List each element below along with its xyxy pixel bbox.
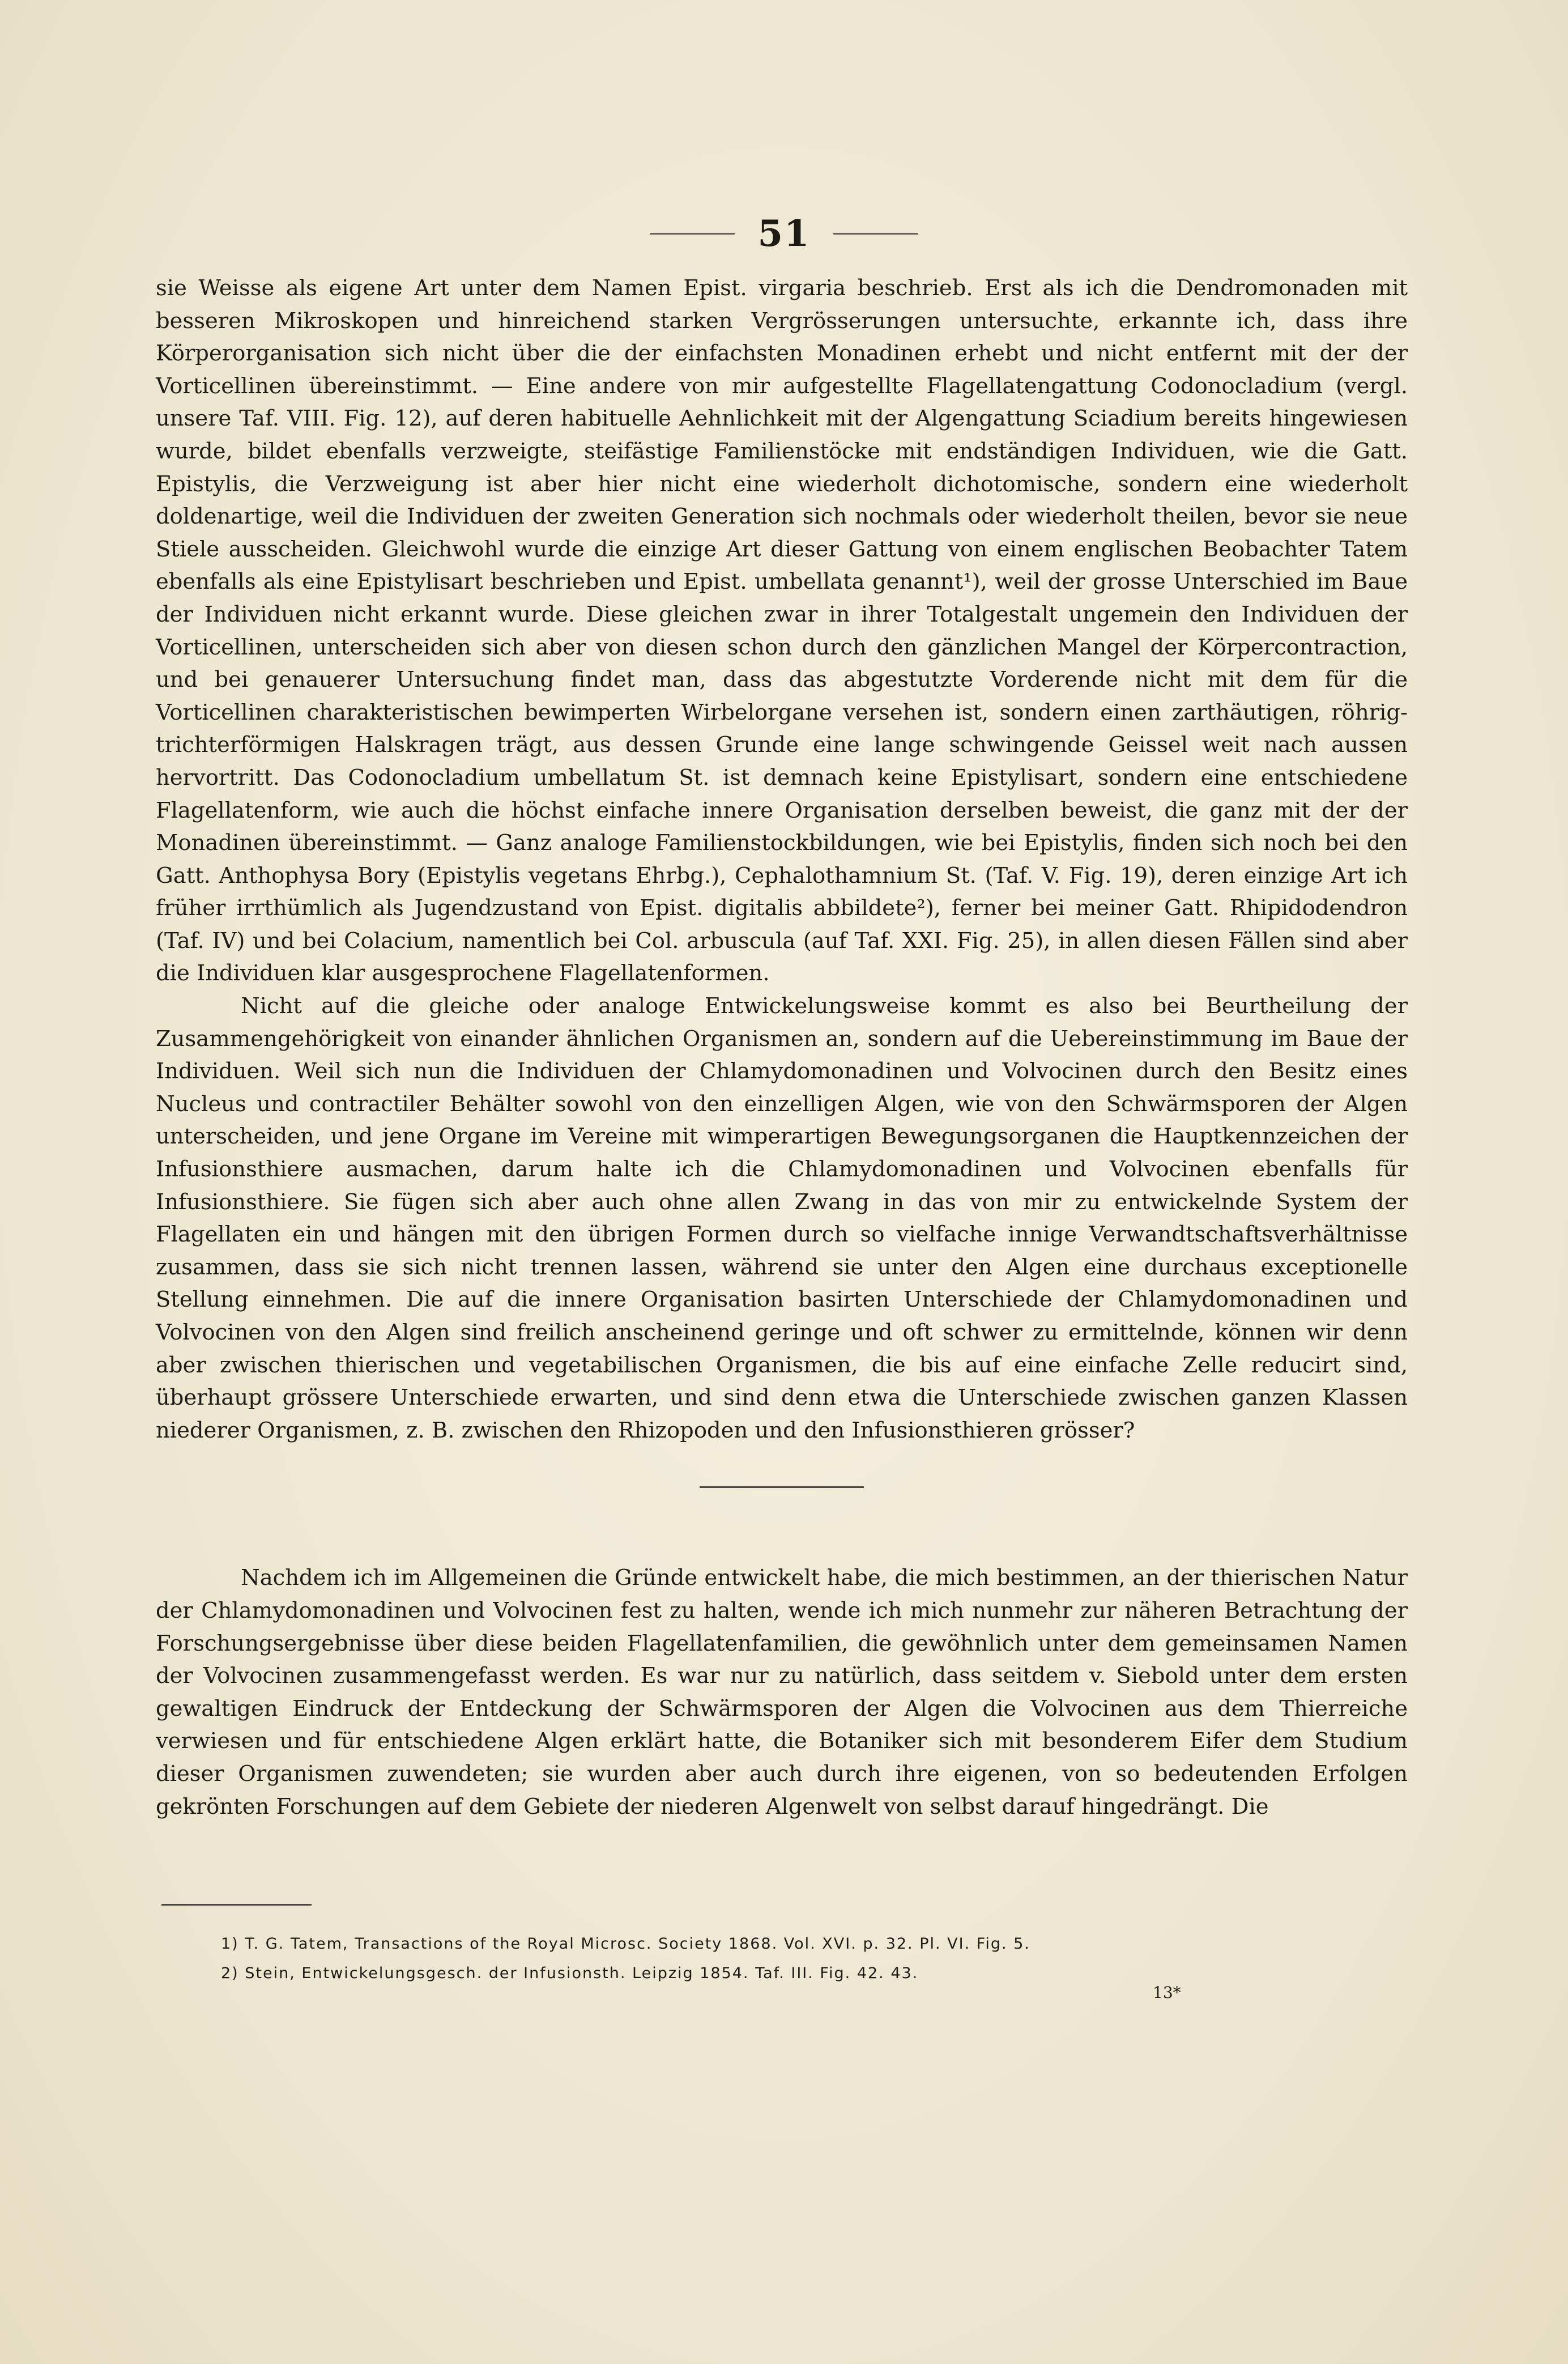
footnote-2: 2) Stein, Entwickelungsgesch. der Infusionsth. Leipzig 1854. Taf. III. Fig. 42. 43. [221, 1965, 919, 1982]
body-text [156, 272, 1408, 1823]
page-header [0, 212, 1568, 255]
section-divider [700, 1486, 864, 1488]
header-rule-left [650, 233, 735, 235]
paragraph-2: Nicht auf die gleiche oder analoge Entwickelungsweise kommt es also bei Beurtheilung der Zusammengehörigkeit von einander ähnlichen Organismen an, sondern auf die Uebereinstimmung im Baue der Individuen. Weil sich nun die Individuen der Chlamydomonadinen und Volvocinen durch den Besitz eines Nucleus und contractiler Behälter sowohl von den einzelligen Algen, wie von den Schwärmsporen der Algen unterscheiden, und jene Organe im Vereine mit wimperartigen Bewegungsorganen die Hauptkennzeichen der Infusionsthiere ausmachen, darum halte ich die Chlamydomonadinen und Volvocinen ebenfalls für Infusionsthiere. Sie fügen sich aber auch ohne allen Zwang in das von mir zu entwickelnde System der Flagellaten ein und hängen mit den übrigen Formen durch so vielfache innige Verwandtschaftsverhältnisse zusammen, dass sie sich nicht trennen lassen, während sie unter den Algen eine durchaus exceptionelle Stellung einnehmen. Die auf die innere Organisation basirten Unterschiede der Chlamydomonadinen und Volvocinen von den Algen sind freilich anscheinend geringe und oft schwer zu ermittelnde, können wir denn aber zwischen thierischen und vegetabilischen Organismen, die bis auf eine einfache Zelle reducirt sind, überhaupt grössere Unterschiede erwarten, und sind denn etwa die Unterschiede zwischen ganzen Klassen niederer Organismen, z. B. zwischen den Rhizopoden und den Infusionsthieren grösser? [156, 993, 1408, 1443]
page-number: 51 [757, 212, 811, 255]
printer-signature: 13* [1153, 1983, 1181, 2002]
footnote-1: 1) T. G. Tatem, Transactions of the Royal Microsc. Society 1868. Vol. XVI. p. 32. Pl. VI. Fig. 5. [221, 1935, 1030, 1953]
paragraph-3: Nachdem ich im Allgemeinen die Gründe entwickelt habe, die mich bestimmen, an der thierischen Natur der Chlamydomonadinen und Volvocinen fest zu halten, wende ich mich nunmehr zur näheren Betrachtung der Forschungsergebnisse über diese beiden Flagellatenfamilien, die gewöhnlich unter dem gemeinsamen Namen der Volvocinen zusammengefasst werden. Es war nur zu natürlich, dass seitdem v. Siebold unter dem ersten gewaltigen Eindruck der Entdeckung der Schwärmsporen der Algen die Volvocinen aus dem Thierreiche verwiesen und für entschiedene Algen erklärt hatte, die Botaniker sich mit besonderem Eifer dem Studium dieser Organismen zuwendeten; sie wurden aber auch durch ihre eigenen, von so bedeutenden Erfolgen gekrönten Forschungen auf dem Gebiete der niederen Algenwelt von selbst darauf hingedrängt. Die [156, 1565, 1408, 1819]
footnotes [221, 1929, 1354, 1988]
footnote-rule [161, 1904, 312, 1906]
header-rule-right [833, 233, 918, 235]
paragraph-1: sie Weisse als eigene Art unter dem Namen Epist. virgaria beschrieb. Erst als ich die Dendromonaden mit besseren Mikroskopen und hinreichend starken Vergrösserungen untersuchte, erkannte ich, dass ihre Körperorganisation sich nicht über die der einfachsten Monadinen erhebt und nicht entfernt mit der der Vorticellinen übereinstimmt. — Eine andere von mir aufgestellte Flagellatengattung Codonocladium (vergl. unsere Taf. VIII. Fig. 12), auf deren habituelle Aehnlichkeit mit der Algengattung Sciadium bereits hingewiesen wurde, bildet ebenfalls verzweigte, steifästige Familienstöcke mit endständigen Individuen, wie die Gatt. Epistylis, die Verzweigung ist aber hier nicht eine wiederholt dichotomische, sondern eine wiederholt doldenartige, weil die Individuen der zweiten Generation sich nochmals oder wiederholt theilen, bevor sie neue Stiele ausscheiden. Gleichwohl wurde die einzige Art dieser Gattung von einem englischen Beobachter Tatem ebenfalls als eine Epistylisart beschrieben und Epist. umbellata genannt¹), weil der grosse Unterschied im Baue der Individuen nicht erkannt wurde. Diese gleichen zwar in ihrer Totalgestalt ungemein den Individuen der Vorticellinen, unterscheiden sich aber von diesen schon durch den gänzlichen Mangel der Körpercontraction, und bei genauerer Untersuchung findet man, dass das abgestutzte Vorderende nicht mit dem für die Vorticellinen charakteristischen bewimperten Wirbelorgane versehen ist, sondern einen zarthäutigen, röhrig-trichterförmigen Halskragen trägt, aus dessen Grunde eine lange schwingende Geissel weit nach aussen hervortritt. Das Codonocladium umbellatum St. ist demnach keine Epistylisart, sondern eine entschiedene Flagellatenform, wie auch die höchst einfache innere Organisation derselben beweist, die ganz mit der der Monadinen übereinstimmt. — Ganz analoge Familienstockbildungen, wie bei Epistylis, finden sich noch bei den Gatt. Anthophysa Bory (Epistylis vegetans Ehrbg.), Cephalothamnium St. (Taf. V. Fig. 19), deren einzige Art ich früher irrthümlich als Jugendzustand von Epist. digitalis abbildete²), ferner bei meiner Gatt. Rhipidodendron (Taf. IV) und bei Colacium, namentlich bei Col. arbuscula (auf Taf. XXI. Fig. 25), in allen diesen Fällen sind aber die Individuen klar ausgesprochene Flagellatenformen. [156, 275, 1408, 987]
